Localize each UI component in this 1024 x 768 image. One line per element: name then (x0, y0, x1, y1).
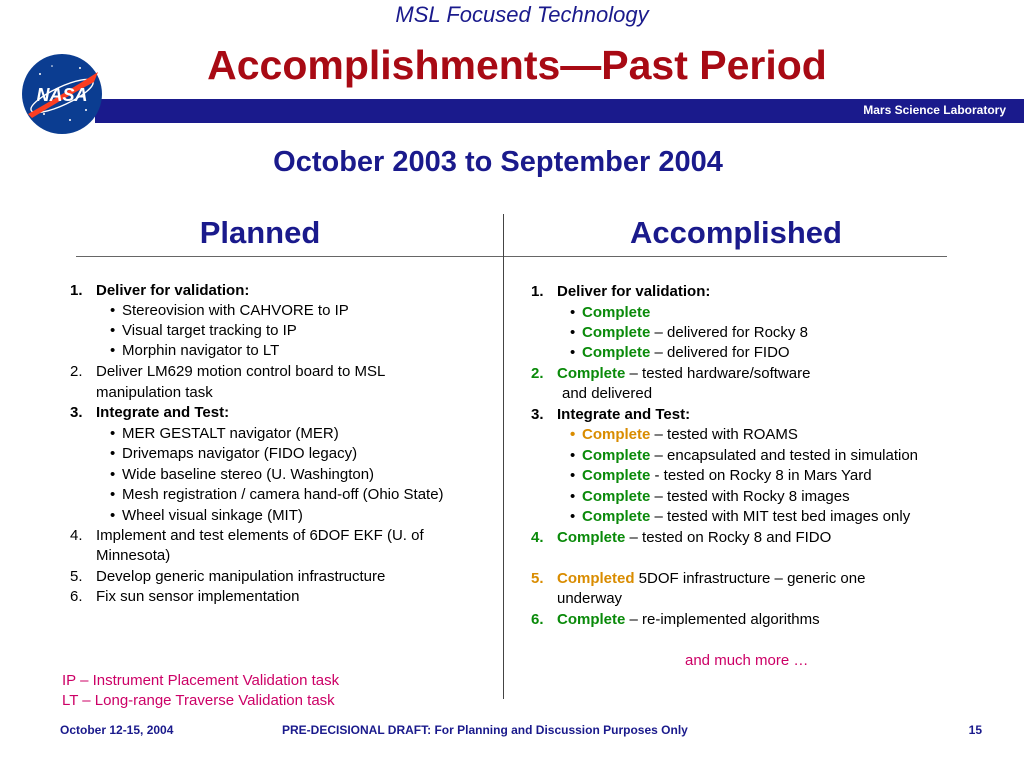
planned-item: Deliver LM629 motion control board to MSL (96, 363, 386, 380)
planned-bullet: • Mesh registration / camera hand-off (Ohio State) (110, 486, 444, 503)
planned-bullet: • Drivemaps navigator (FIDO legacy) (110, 445, 358, 462)
more-note: and much more … (685, 652, 809, 669)
planned-item: Implement and test elements of 6DOF EKF (U. of (96, 527, 424, 544)
accomplished-bullet: • Complete (570, 304, 651, 321)
accomplished-item: Completed 5DOF infrastructure – generic one (557, 570, 866, 587)
accomplished-item: Complete – tested hardware/software (557, 365, 811, 382)
footer-date: October 12-15, 2004 (60, 723, 174, 737)
planned-item-continuation: manipulation task (96, 384, 213, 401)
planned-bullet: • Wide baseline stereo (U. Washington) (110, 466, 375, 483)
list-number: 2. (70, 363, 83, 380)
list-number: 6. (70, 588, 83, 605)
list-number: 6. (531, 611, 544, 628)
accomplished-bullet: • Complete – tested with ROAMS (570, 426, 798, 443)
accomplished-bullet: • Complete – tested with Rocky 8 images (570, 488, 850, 505)
planned-item: Develop generic manipulation infrastructure (96, 568, 386, 585)
accomplished-column-heading: Accomplished (630, 215, 842, 250)
planned-column-heading: Planned (199, 215, 321, 250)
svg-text:NASA: NASA (36, 85, 88, 105)
footer-notice: PRE-DECISIONAL DRAFT: For Planning and Discussion Purposes Only (282, 723, 688, 737)
accomplished-bullet: • Complete – tested with MIT test bed images only (570, 508, 911, 525)
list-number: 1. (531, 283, 544, 300)
accomplished-item-continuation: and delivered (562, 385, 653, 402)
accomplished-bullet: • Complete – delivered for FIDO (570, 344, 790, 361)
accomplished-bullet: • Complete - tested on Rocky 8 in Mars Yard (570, 467, 872, 484)
accomplished-item: Complete – re-implemented algorithms (557, 611, 820, 628)
slide-title: Accomplishments—Past Period (207, 42, 827, 88)
planned-item-continuation: Minnesota) (96, 547, 171, 564)
list-number: 2. (531, 365, 544, 382)
accomplished-bullet: • Complete – delivered for Rocky 8 (570, 324, 808, 341)
list-number: 4. (531, 529, 544, 546)
page-number: 15 (968, 723, 982, 737)
accomplished-item: Deliver for validation: (557, 283, 711, 300)
planned-bullet: • Morphin navigator to LT (110, 342, 280, 359)
period-heading: October 2003 to September 2004 (273, 146, 723, 178)
accomplished-bullet: • Complete – encapsulated and tested in simulation (570, 447, 919, 464)
planned-item: Integrate and Test: (96, 404, 230, 421)
planned-bullet: • MER GESTALT navigator (MER) (110, 425, 339, 442)
list-number: 5. (531, 570, 544, 587)
planned-item: Fix sun sensor implementation (96, 588, 300, 605)
planned-bullet: • Stereovision with CAHVORE to IP (110, 302, 349, 319)
footnote-ip: IP – Instrument Placement Validation task (62, 672, 340, 689)
column-divider-vertical (503, 214, 504, 699)
program-name: Mars Science Laboratory (863, 103, 1006, 117)
accomplished-item-continuation: underway (557, 590, 623, 607)
list-number: 3. (70, 404, 83, 421)
list-number: 3. (531, 406, 544, 423)
planned-bullet: • Wheel visual sinkage (MIT) (110, 507, 303, 524)
planned-item: Deliver for validation: (96, 282, 250, 299)
footnote-lt: LT – Long-range Traverse Validation task (62, 692, 335, 709)
list-number: 4. (70, 527, 83, 544)
accomplished-item: Integrate and Test: (557, 406, 691, 423)
accomplished-item: Complete – tested on Rocky 8 and FIDO (557, 529, 832, 546)
nasa-logo-icon (20, 52, 104, 136)
header-subtitle: MSL Focused Technology (395, 2, 649, 27)
header-bar (95, 120, 1024, 123)
list-number: 5. (70, 568, 83, 585)
column-divider-horizontal (76, 256, 947, 257)
list-number: 1. (70, 282, 83, 299)
planned-bullet: • Visual target tracking to IP (110, 322, 297, 339)
